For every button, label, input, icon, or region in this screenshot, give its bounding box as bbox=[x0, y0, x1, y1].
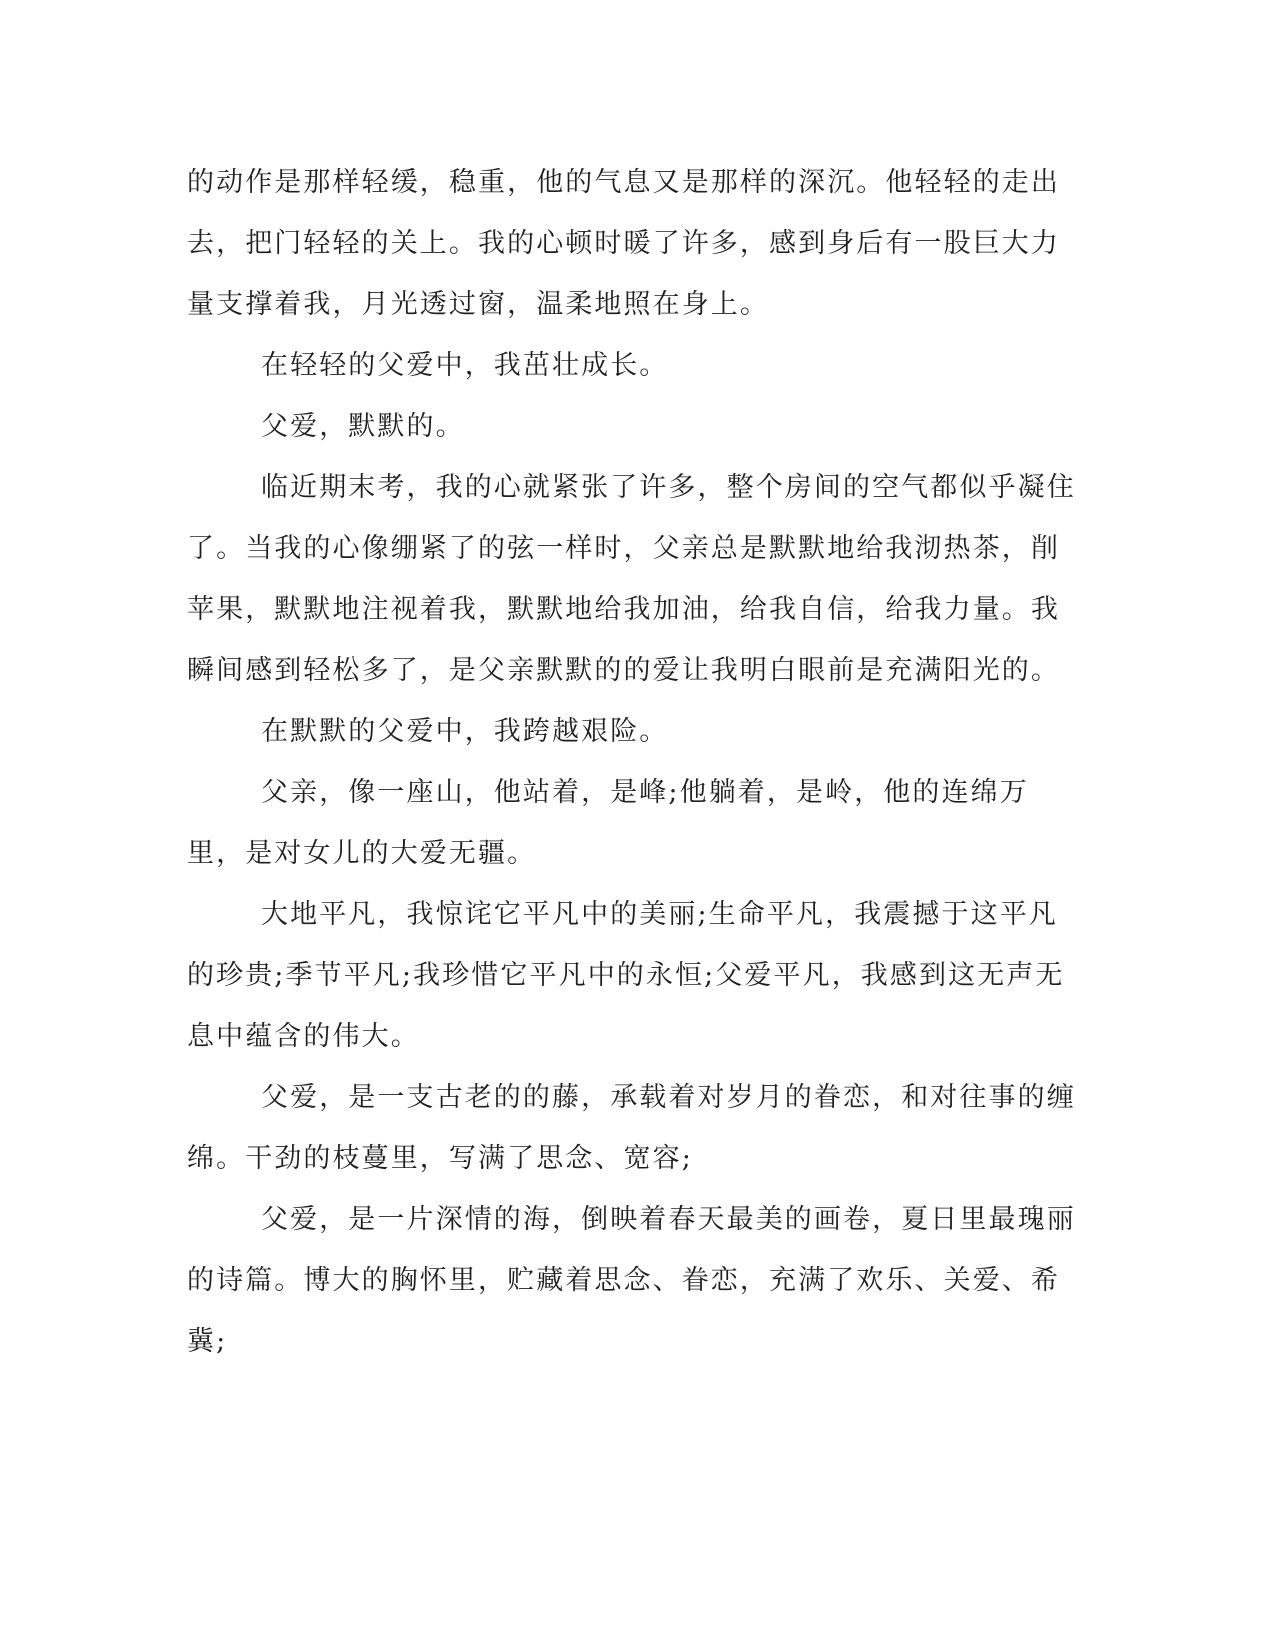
document-body bbox=[187, 152, 1077, 1372]
paragraph-8: 父爱，是一支古老的的藤，承载着对岁月的眷恋，和对往事的缠绵。干劲的枝蔓里，写满了思念、宽容; bbox=[187, 1082, 1076, 1174]
paragraph-7: 大地平凡，我惊诧它平凡中的美丽;生命平凡，我震撼于这平凡的珍贵;季节平凡;我珍惜它平凡中的永恒;父爱平凡，我感到这无声无息中蕴含的伟大。 bbox=[187, 899, 1065, 1052]
paragraph-5: 在默默的父爱中，我跨越艰险。 bbox=[261, 716, 669, 747]
paragraph-3: 父爱，默默的。 bbox=[261, 411, 465, 442]
paragraph-2: 在轻轻的父爱中，我茁壮成长。 bbox=[261, 350, 669, 381]
paragraph-1: 的动作是那样轻缓，稳重，他的气息又是那样的深沉。他轻轻的走出去，把门轻轻的关上。我的心顿时暖了许多，感到身后有一股巨大力量支撑着我，月光透过窗，温柔地照在身上。 bbox=[187, 167, 1060, 320]
paragraph-4: 临近期末考，我的心就紧张了许多，整个房间的空气都似乎凝住了。当我的心像绷紧了的弦一样时，父亲总是默默地给我沏热茶，削苹果，默默地注视着我，默默地给我加油，给我自信，给我力量。我瞬间感到轻松多了，是父亲默默的的爱让我明白眼前是充满阳光的。 bbox=[187, 472, 1076, 686]
paragraph-9: 父爱，是一片深情的海，倒映着春天最美的画卷，夏日里最瑰丽的诗篇。博大的胸怀里，贮藏着思念、眷恋，充满了欢乐、关爱、希冀; bbox=[187, 1204, 1076, 1357]
paragraph-6: 父亲，像一座山，他站着，是峰;他躺着，是岭，他的连绵万里，是对女儿的大爱无疆。 bbox=[187, 777, 1029, 869]
